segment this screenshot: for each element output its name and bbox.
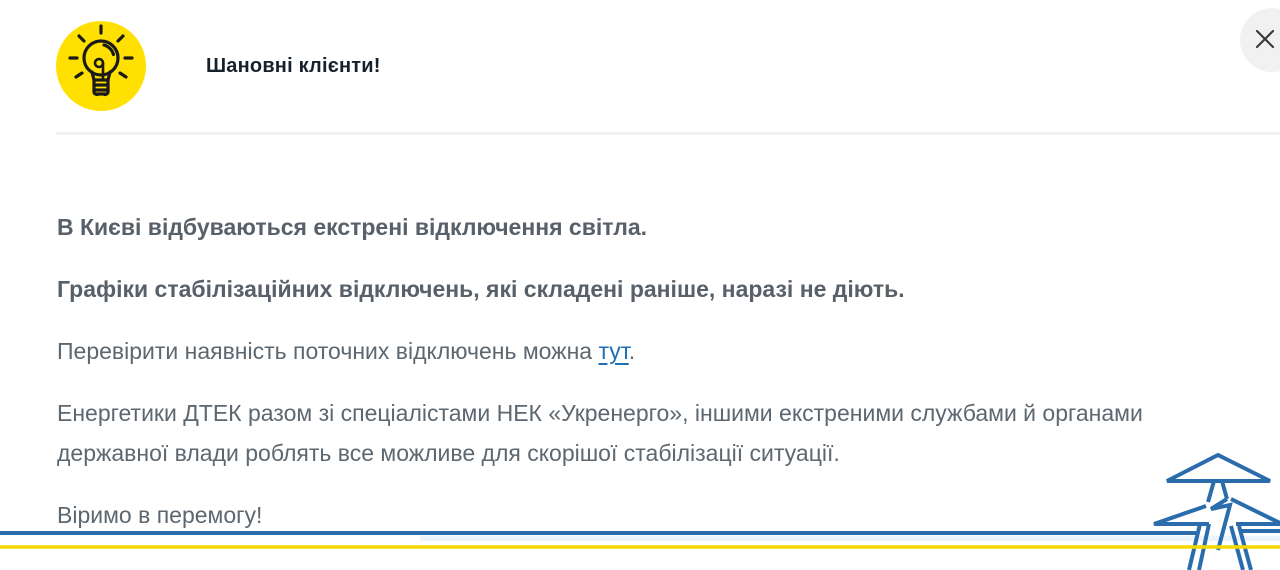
paragraph-emergency-outages: В Києві відбуваються екстрені відключення світла. <box>57 214 648 240</box>
lightbulb-icon <box>56 21 146 111</box>
paragraph-check-outages-text: Перевірити наявність поточних відключень можна <box>57 338 599 364</box>
paragraph-check-outages <box>57 331 1217 371</box>
close-button[interactable] <box>1240 8 1280 72</box>
paragraph-dtek-efforts: Енергетики ДТЕК разом зі спеціалістами НЕК «Укренерго», іншими екстреними службами й органами державної влади роблять все можливе для скорішої стабілізації ситуації. <box>57 400 1143 466</box>
modal-header <box>0 0 1280 132</box>
flag-stripe-glow <box>420 536 1280 541</box>
paragraph-victory: Віримо в перемогу! <box>57 502 263 528</box>
modal-body <box>0 135 1280 535</box>
paragraph-schedules-invalid: Графіки стабілізаційних відключень, які складені раніше, наразі не діють. <box>57 276 905 302</box>
modal-title: Шановні клієнти! <box>206 54 381 77</box>
paragraph-check-outages-period: . <box>628 338 636 364</box>
close-icon <box>1254 28 1276 53</box>
link-tut[interactable]: тут <box>598 338 629 364</box>
